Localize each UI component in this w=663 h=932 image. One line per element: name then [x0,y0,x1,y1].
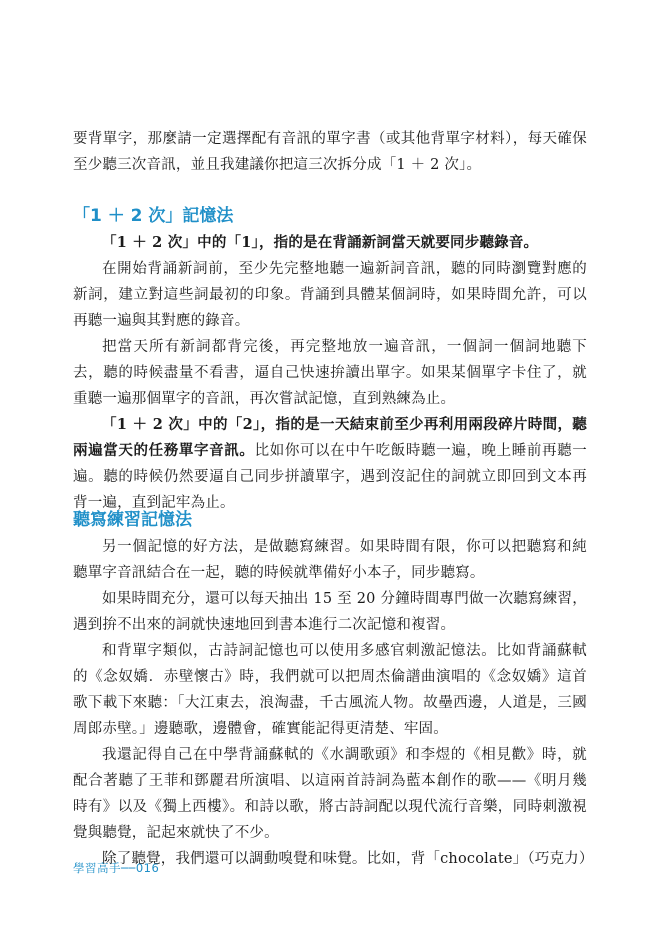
section-2-paragraph-3: 和背單字類似，古詩詞記憶也可以使用多感官刺激記憶法。比如背誦蘇軾的《念奴嬌．赤壁懷古》時，我們就可以把周杰倫譜曲演唱的《念奴嬌》這首歌下載下來聽：「大江東去，浪淘盡，千古風流人物。故壘西邊，人道是，三國周郎赤壁。」邊聽歌，邊體會，確實能記得更清楚、牢固。 [73,643,587,737]
intro-paragraph: 要背單字，那麼請一定選擇配有音訊的單字書（或其他背單字材料），每天確保至少聽三次音訊，並且我建議你把這三次拆分成「1 ＋ 2 次」。 [73,131,587,173]
section-1-paragraph-1: 「1 ＋ 2 次」中的「1」，指的是在背誦新詞當天就要同步聽錄音。 [102,234,539,251]
section-2-paragraph-1: 另一個記憶的好方法，是做聽寫練習。如果時間有限，你可以把聽寫和純聽單字音訊結合在一起，聽的時候就準備好小本子，同步聽寫。 [73,539,587,581]
section-1-paragraph-4-bold: 「1 ＋ 2 次」中的「2」，指的是一天結束前至少再利用兩段碎片時間，聽兩遍當天的任務單字音訊。 [73,416,587,459]
section-1-heading: 「1 ＋ 2 次」記憶法 [73,206,234,226]
section-2-heading: 聽寫練習記憶法 [73,510,192,530]
section-1-paragraph-4 [73,412,587,516]
section-1-paragraph-2: 在開始背誦新詞前，至少先完整地聽一遍新詞音訊，聽的同時瀏覽對應的新詞，建立對這些詞最初的印象。背誦到具體某個詞時，如果時間允許，可以再聽一遍與其對應的錄音。 [73,261,587,329]
section-2-paragraph-4: 我還記得自己在中學背誦蘇軾的《水調歌頭》和李煜的《相見歡》時，就配合著聽了王菲和鄧麗君所演唱、以這兩首詩詞為藍本創作的歌——《明月幾時有》以及《獨上西樓》。和詩以歌，將古詩詞配以現代流行音樂，同時刺激視覺與聽覺，記起來就快了不少。 [73,747,587,841]
section-1-paragraph-3: 把當天所有新詞都背完後，再完整地放一遍音訊，一個詞一個詞地聽下去，聽的時候盡量不看書，逼自己快速拚讀出單字。如果某個單字卡住了，就重聽一遍那個單字的音訊，再次嘗試記憶，直到熟練為止。 [73,339,587,407]
section-1-block [73,204,587,516]
section-2-paragraph-5: 除了聽覺，我們還可以調動嗅覺和味覺。比如，背「chocolate」（巧克力） [102,851,594,867]
page-footer: 學習高手──016 [73,861,160,875]
section-1-paragraph-4-rest: 比如你可以在中午吃飯時聽一遍，晚上睡前再聽一遍。聽的時候仍然要逼自己同步拼讀單字，遇到沒記住的詞就立即回到文本再背一遍，直到記牢為止。 [73,443,587,511]
intro-paragraph-block [73,126,587,178]
section-2-paragraph-2: 如果時間充分，還可以每天抽出 15 至 20 分鐘時間專門做一次聽寫練習，遇到拚不出來的詞就快速地回到書本進行二次記憶和複習。 [73,591,587,633]
section-2-block [73,508,594,872]
